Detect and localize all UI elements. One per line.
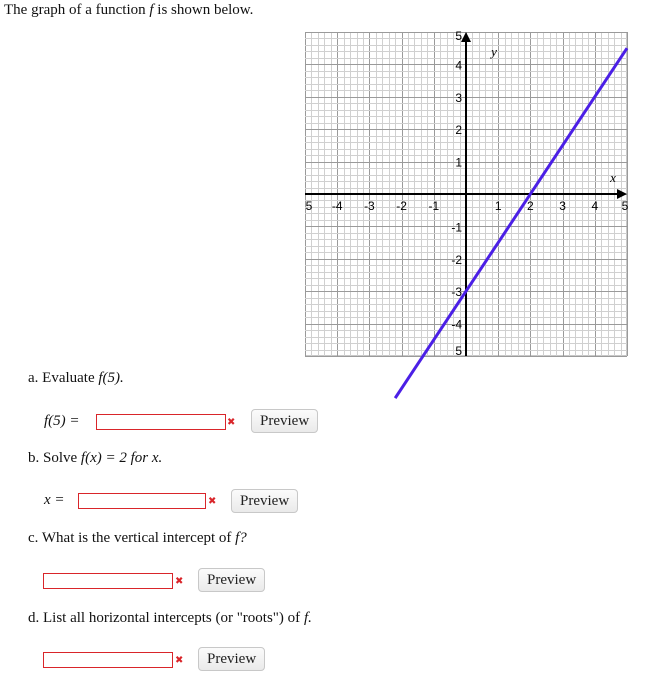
incorrect-icon: ✖	[175, 576, 184, 587]
answer-c-input[interactable]	[43, 573, 173, 589]
y-tick-label: 2	[455, 123, 462, 138]
incorrect-icon: ✖	[175, 655, 184, 666]
y-tick-label: 5	[455, 29, 462, 43]
x-tick-label: -3	[364, 199, 375, 213]
x-tick-label: 4	[591, 199, 599, 213]
question-d-prefix: d. List all horizontal intercepts (or "roots") of	[28, 610, 304, 626]
question-d-math: f.	[303, 610, 312, 626]
incorrect-icon: ✖	[208, 496, 217, 507]
question-c-prefix: c. What is the vertical intercept of	[28, 530, 236, 546]
question-a-prefix: a. Evaluate	[28, 370, 99, 386]
question-c	[28, 530, 247, 547]
incorrect-icon: ✖	[227, 417, 236, 428]
function-graph	[305, 29, 629, 358]
question-a-math: f(5).	[98, 370, 124, 386]
intro-suffix: is shown below.	[153, 2, 254, 18]
intro-text	[4, 2, 253, 19]
x-tick-label: 5	[305, 199, 313, 213]
y-tick-label: -4	[451, 317, 462, 332]
x-tick-label: 1	[494, 199, 502, 213]
y-tick-label: 1	[455, 155, 462, 170]
question-a	[28, 370, 124, 387]
x-axis-label: x	[610, 170, 616, 185]
y-tick-label: -2	[451, 252, 462, 267]
answer-b-input[interactable]	[78, 493, 206, 509]
question-c-math: f?	[235, 530, 247, 546]
x-tick-label: -4	[331, 199, 343, 213]
question-b	[28, 450, 162, 467]
answer-a-label: f(5) =	[44, 413, 80, 429]
preview-d-button[interactable]: Preview	[198, 647, 265, 671]
answer-a-input[interactable]	[96, 414, 226, 430]
function-name: f	[149, 2, 154, 18]
answer-b-label: x =	[44, 492, 65, 508]
x-tick-label: -1	[428, 199, 440, 213]
x-tick-label: 5	[621, 199, 629, 213]
x-tick-label: 3	[559, 199, 566, 213]
y-tick-label: -3	[451, 285, 462, 300]
y-tick-label: 3	[455, 90, 462, 105]
y-tick-label: 4	[455, 58, 462, 73]
question-b-prefix: b. Solve	[28, 450, 81, 466]
question-d	[28, 610, 312, 627]
y-tick-label: -1	[451, 220, 462, 235]
preview-a-button[interactable]: Preview	[251, 409, 318, 433]
y-tick-label: 5	[455, 344, 462, 358]
answer-d-input[interactable]	[43, 652, 173, 668]
y-axis-label: y	[491, 44, 497, 59]
intro-prefix: The graph of a function	[4, 2, 150, 18]
x-tick-label: 2	[527, 199, 534, 213]
preview-c-button[interactable]: Preview	[198, 568, 265, 592]
preview-b-button[interactable]: Preview	[231, 489, 298, 513]
question-b-math: f(x) = 2 for x.	[80, 450, 163, 466]
x-tick-label: -2	[396, 199, 407, 213]
